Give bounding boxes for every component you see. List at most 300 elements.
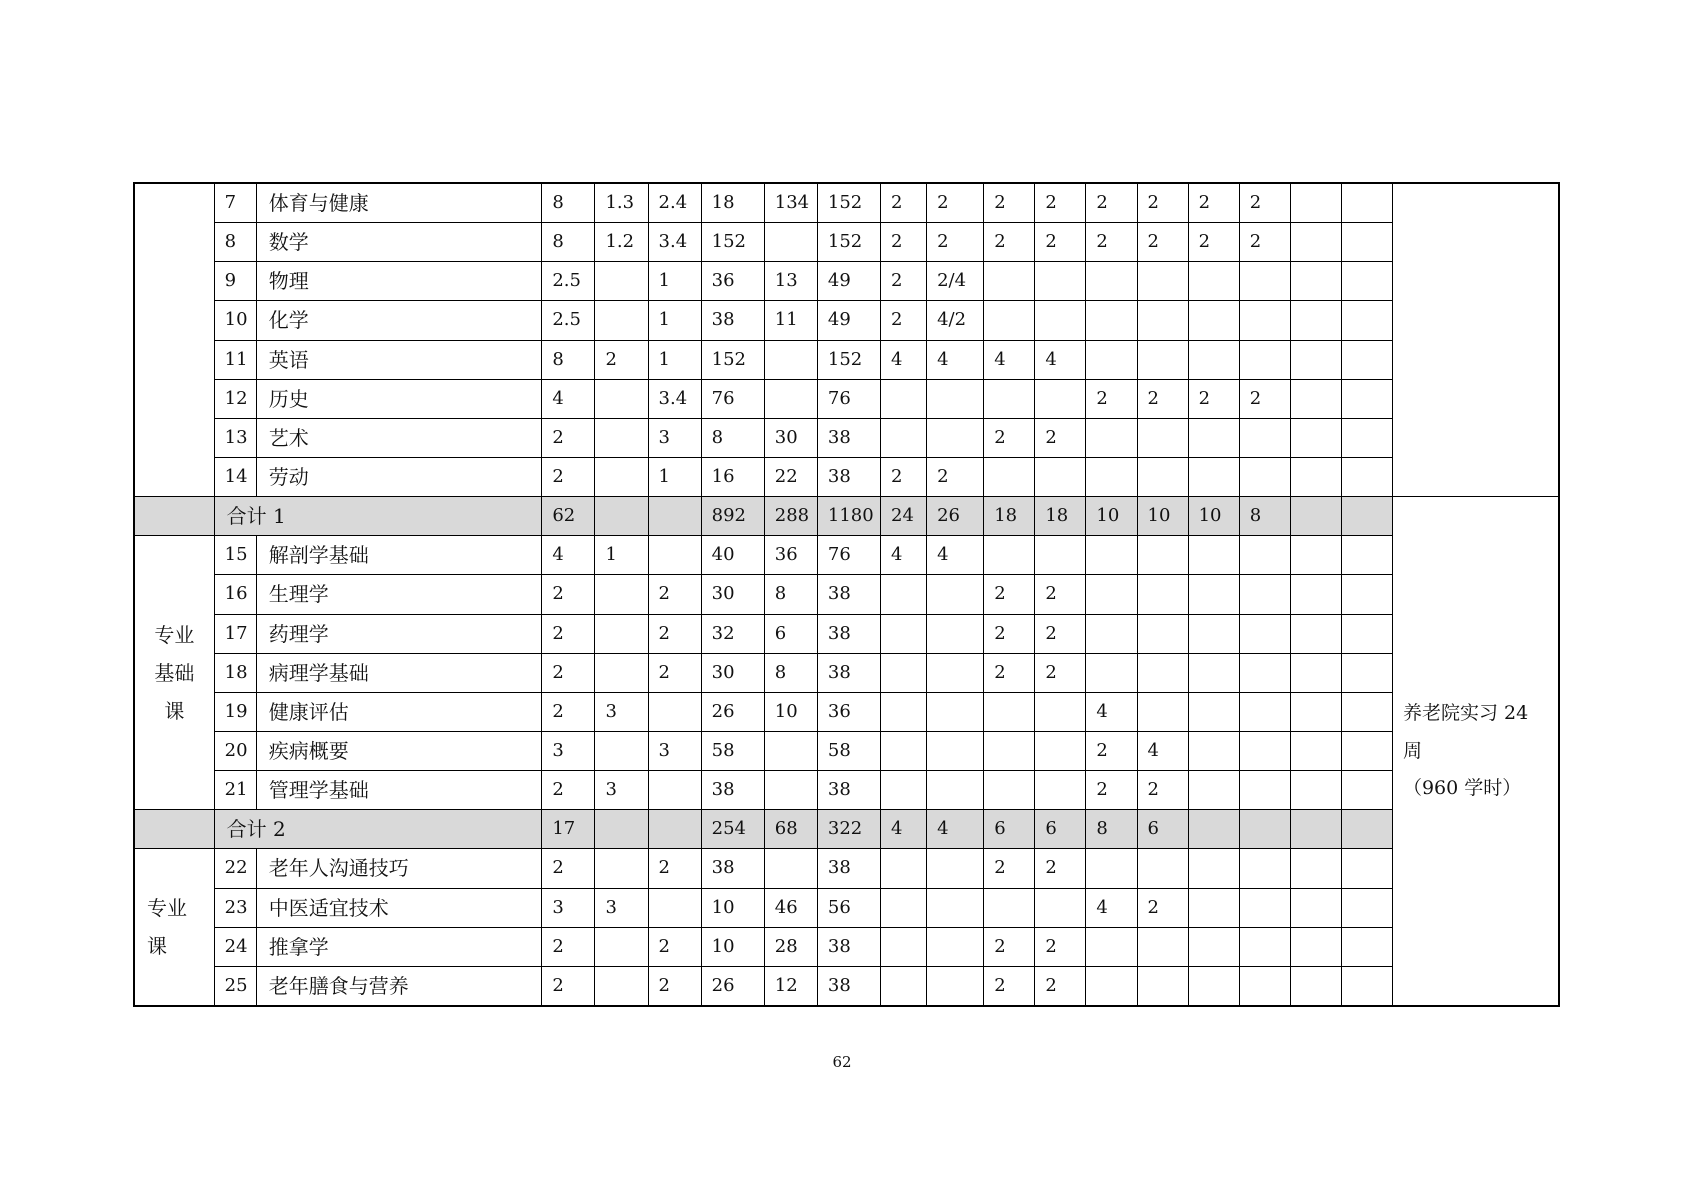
value-cell: 1.2 xyxy=(595,223,648,262)
category-cell-professional-basic xyxy=(134,536,214,810)
value-cell: 1 xyxy=(595,536,648,575)
course-name: 生理学 xyxy=(256,575,542,614)
value-cell: 2 xyxy=(1137,223,1188,262)
value-cell: 10 xyxy=(764,692,817,731)
value-cell xyxy=(1290,927,1341,966)
table-row xyxy=(134,614,1559,653)
value-cell xyxy=(1290,536,1341,575)
course-name: 健康评估 xyxy=(256,692,542,731)
value-cell xyxy=(1086,262,1137,301)
value-cell xyxy=(1341,340,1392,379)
value-cell xyxy=(1290,379,1341,418)
value-cell xyxy=(595,614,648,653)
value-cell xyxy=(881,771,927,810)
value-cell xyxy=(1035,771,1086,810)
value-cell xyxy=(1290,223,1341,262)
value-cell xyxy=(1239,927,1290,966)
value-cell xyxy=(1086,614,1137,653)
value-cell: 26 xyxy=(701,966,764,1006)
value-cell xyxy=(927,418,984,457)
value-cell xyxy=(1341,810,1392,849)
category-label-line: 专业 xyxy=(154,622,195,647)
value-cell: 32 xyxy=(701,614,764,653)
course-name: 病理学基础 xyxy=(256,653,542,692)
value-cell xyxy=(1086,966,1137,1006)
category-label-line: 基础 xyxy=(154,660,195,685)
course-number: 12 xyxy=(214,379,256,418)
value-cell: 3 xyxy=(542,888,595,927)
value-cell: 38 xyxy=(817,771,880,810)
value-cell xyxy=(927,653,984,692)
value-cell: 2 xyxy=(1137,379,1188,418)
value-cell: 3 xyxy=(595,888,648,927)
value-cell: 4 xyxy=(881,810,927,849)
value-cell: 6 xyxy=(1035,810,1086,849)
course-number: 24 xyxy=(214,927,256,966)
course-name: 药理学 xyxy=(256,614,542,653)
value-cell: 26 xyxy=(927,497,984,536)
value-cell xyxy=(1239,301,1290,340)
value-cell xyxy=(927,927,984,966)
value-cell xyxy=(1341,262,1392,301)
value-cell: 2 xyxy=(542,927,595,966)
value-cell xyxy=(595,966,648,1006)
course-number: 16 xyxy=(214,575,256,614)
course-number: 20 xyxy=(214,731,256,770)
subtotal-row xyxy=(134,497,1559,536)
category-label-line: 课 xyxy=(147,934,167,959)
value-cell xyxy=(1086,653,1137,692)
value-cell: 2 xyxy=(648,575,701,614)
value-cell xyxy=(984,262,1035,301)
value-cell xyxy=(1035,536,1086,575)
value-cell: 1.3 xyxy=(595,183,648,223)
value-cell: 2 xyxy=(927,457,984,496)
value-cell: 2 xyxy=(1035,418,1086,457)
value-cell: 2 xyxy=(984,614,1035,653)
value-cell: 152 xyxy=(701,340,764,379)
value-cell xyxy=(1188,888,1239,927)
value-cell xyxy=(1239,457,1290,496)
value-cell: 2 xyxy=(881,223,927,262)
value-cell xyxy=(1290,888,1341,927)
value-cell xyxy=(1086,849,1137,888)
value-cell xyxy=(1290,418,1341,457)
value-cell: 4 xyxy=(927,340,984,379)
value-cell xyxy=(881,575,927,614)
value-cell: 4 xyxy=(1035,340,1086,379)
value-cell xyxy=(1086,536,1137,575)
table-row xyxy=(134,771,1559,810)
value-cell xyxy=(595,301,648,340)
value-cell: 1 xyxy=(648,340,701,379)
value-cell: 8 xyxy=(1086,810,1137,849)
value-cell: 2 xyxy=(542,575,595,614)
value-cell xyxy=(595,849,648,888)
value-cell xyxy=(1341,771,1392,810)
course-number: 10 xyxy=(214,301,256,340)
value-cell: 10 xyxy=(701,888,764,927)
value-cell: 8 xyxy=(1239,497,1290,536)
value-cell xyxy=(1290,771,1341,810)
value-cell: 2 xyxy=(648,966,701,1006)
value-cell: 36 xyxy=(764,536,817,575)
value-cell xyxy=(1239,692,1290,731)
value-cell: 46 xyxy=(764,888,817,927)
value-cell: 11 xyxy=(764,301,817,340)
value-cell: 2 xyxy=(984,575,1035,614)
value-cell xyxy=(1290,301,1341,340)
value-cell xyxy=(648,692,701,731)
value-cell xyxy=(1341,966,1392,1006)
value-cell xyxy=(1341,614,1392,653)
table-row xyxy=(134,927,1559,966)
table-row xyxy=(134,301,1559,340)
value-cell: 2 xyxy=(1035,849,1086,888)
value-cell: 38 xyxy=(817,849,880,888)
value-cell: 38 xyxy=(817,418,880,457)
value-cell: 2 xyxy=(1035,614,1086,653)
value-cell xyxy=(595,653,648,692)
value-cell: 3 xyxy=(648,731,701,770)
value-cell xyxy=(1290,810,1341,849)
value-cell xyxy=(1086,457,1137,496)
value-cell xyxy=(1035,301,1086,340)
value-cell: 6 xyxy=(1137,810,1188,849)
value-cell xyxy=(1239,575,1290,614)
value-cell: 2 xyxy=(1035,653,1086,692)
value-cell: 12 xyxy=(764,966,817,1006)
value-cell: 13 xyxy=(764,262,817,301)
table-row xyxy=(134,653,1559,692)
value-cell: 3 xyxy=(648,418,701,457)
value-cell xyxy=(1341,536,1392,575)
value-cell: 30 xyxy=(701,575,764,614)
course-number: 9 xyxy=(214,262,256,301)
value-cell xyxy=(1239,731,1290,770)
value-cell xyxy=(1290,614,1341,653)
value-cell xyxy=(1290,692,1341,731)
value-cell xyxy=(764,731,817,770)
value-cell xyxy=(1086,575,1137,614)
value-cell: 38 xyxy=(701,849,764,888)
value-cell xyxy=(595,575,648,614)
category-cell-professional xyxy=(134,849,214,1006)
value-cell xyxy=(1035,379,1086,418)
value-cell xyxy=(1341,301,1392,340)
value-cell xyxy=(927,849,984,888)
value-cell xyxy=(927,692,984,731)
value-cell: 8 xyxy=(764,575,817,614)
value-cell xyxy=(1188,262,1239,301)
value-cell: 2 xyxy=(648,927,701,966)
value-cell: 1180 xyxy=(817,497,880,536)
value-cell xyxy=(1188,301,1239,340)
value-cell xyxy=(1086,927,1137,966)
course-name: 历史 xyxy=(256,379,542,418)
value-cell xyxy=(984,536,1035,575)
value-cell xyxy=(595,927,648,966)
value-cell xyxy=(1239,849,1290,888)
value-cell xyxy=(595,810,648,849)
value-cell xyxy=(984,457,1035,496)
value-cell: 4 xyxy=(881,340,927,379)
value-cell: 10 xyxy=(701,927,764,966)
course-name: 中医适宜技术 xyxy=(256,888,542,927)
table-row xyxy=(134,183,1559,223)
value-cell xyxy=(648,888,701,927)
value-cell xyxy=(1239,418,1290,457)
value-cell: 4 xyxy=(542,379,595,418)
value-cell xyxy=(1188,966,1239,1006)
value-cell: 2.5 xyxy=(542,262,595,301)
value-cell xyxy=(984,301,1035,340)
table-row xyxy=(134,536,1559,575)
internship-note-line: （960 学时） xyxy=(1402,776,1522,799)
course-name: 解剖学基础 xyxy=(256,536,542,575)
value-cell: 3.4 xyxy=(648,223,701,262)
value-cell xyxy=(1341,497,1392,536)
value-cell xyxy=(595,457,648,496)
course-number: 25 xyxy=(214,966,256,1006)
category-label-line: 课 xyxy=(164,698,185,723)
value-cell: 2 xyxy=(1188,183,1239,223)
value-cell: 2 xyxy=(1137,771,1188,810)
table-row xyxy=(134,731,1559,770)
value-cell xyxy=(764,340,817,379)
value-cell xyxy=(1341,927,1392,966)
value-cell xyxy=(984,888,1035,927)
value-cell: 254 xyxy=(701,810,764,849)
value-cell: 288 xyxy=(764,497,817,536)
value-cell xyxy=(1239,614,1290,653)
value-cell xyxy=(1239,810,1290,849)
value-cell xyxy=(1035,888,1086,927)
value-cell xyxy=(927,379,984,418)
value-cell: 62 xyxy=(542,497,595,536)
value-cell xyxy=(881,849,927,888)
value-cell: 6 xyxy=(984,810,1035,849)
value-cell: 4 xyxy=(1137,731,1188,770)
value-cell: 10 xyxy=(1137,497,1188,536)
course-name: 老年人沟通技巧 xyxy=(256,849,542,888)
value-cell: 2 xyxy=(1086,771,1137,810)
value-cell xyxy=(595,262,648,301)
value-cell: 8 xyxy=(542,223,595,262)
value-cell xyxy=(595,379,648,418)
value-cell: 40 xyxy=(701,536,764,575)
value-cell: 2 xyxy=(542,966,595,1006)
value-cell: 2 xyxy=(542,457,595,496)
value-cell: 26 xyxy=(701,692,764,731)
value-cell xyxy=(1137,849,1188,888)
value-cell xyxy=(984,379,1035,418)
value-cell: 76 xyxy=(817,379,880,418)
value-cell xyxy=(927,771,984,810)
value-cell xyxy=(764,849,817,888)
value-cell xyxy=(1341,692,1392,731)
value-cell xyxy=(1290,457,1341,496)
value-cell xyxy=(1188,771,1239,810)
value-cell xyxy=(1188,575,1239,614)
value-cell xyxy=(1188,810,1239,849)
value-cell xyxy=(1290,849,1341,888)
value-cell xyxy=(1239,262,1290,301)
value-cell: 2 xyxy=(1188,223,1239,262)
value-cell xyxy=(1137,536,1188,575)
category-cell-general xyxy=(134,183,214,497)
value-cell: 2 xyxy=(1035,575,1086,614)
value-cell: 18 xyxy=(984,497,1035,536)
value-cell: 2 xyxy=(542,614,595,653)
value-cell xyxy=(1188,692,1239,731)
value-cell xyxy=(881,379,927,418)
value-cell xyxy=(1035,262,1086,301)
value-cell xyxy=(1035,457,1086,496)
value-cell xyxy=(1188,340,1239,379)
value-cell: 2 xyxy=(542,771,595,810)
value-cell: 8 xyxy=(701,418,764,457)
value-cell xyxy=(1341,888,1392,927)
value-cell: 2 xyxy=(1035,183,1086,223)
value-cell: 8 xyxy=(542,340,595,379)
value-cell: 2 xyxy=(1137,183,1188,223)
value-cell xyxy=(1137,418,1188,457)
value-cell xyxy=(927,614,984,653)
value-cell xyxy=(764,223,817,262)
course-name: 化学 xyxy=(256,301,542,340)
value-cell: 2 xyxy=(1035,927,1086,966)
course-number: 13 xyxy=(214,418,256,457)
value-cell: 2 xyxy=(881,457,927,496)
value-cell xyxy=(648,497,701,536)
internship-note xyxy=(1392,497,1559,1006)
table-row xyxy=(134,262,1559,301)
table-row xyxy=(134,888,1559,927)
value-cell xyxy=(881,418,927,457)
value-cell xyxy=(1137,262,1188,301)
table-row xyxy=(134,223,1559,262)
value-cell xyxy=(881,927,927,966)
course-number: 17 xyxy=(214,614,256,653)
value-cell xyxy=(595,731,648,770)
value-cell: 2 xyxy=(1239,379,1290,418)
value-cell xyxy=(1341,731,1392,770)
value-cell: 4 xyxy=(1086,692,1137,731)
course-number: 7 xyxy=(214,183,256,223)
course-number: 22 xyxy=(214,849,256,888)
value-cell: 2 xyxy=(1137,888,1188,927)
course-name: 体育与健康 xyxy=(256,183,542,223)
value-cell: 8 xyxy=(764,653,817,692)
course-number: 8 xyxy=(214,223,256,262)
value-cell: 2 xyxy=(881,262,927,301)
value-cell: 10 xyxy=(1086,497,1137,536)
value-cell: 4 xyxy=(927,810,984,849)
value-cell xyxy=(1188,653,1239,692)
value-cell: 18 xyxy=(701,183,764,223)
value-cell xyxy=(881,888,927,927)
value-cell xyxy=(1137,575,1188,614)
value-cell xyxy=(1137,340,1188,379)
table-row xyxy=(134,849,1559,888)
value-cell xyxy=(984,731,1035,770)
value-cell: 152 xyxy=(701,223,764,262)
value-cell xyxy=(1290,497,1341,536)
value-cell xyxy=(1239,653,1290,692)
value-cell: 3 xyxy=(595,771,648,810)
table-row xyxy=(134,575,1559,614)
value-cell xyxy=(1341,418,1392,457)
value-cell xyxy=(1188,457,1239,496)
subtotal-blank-cell xyxy=(134,497,214,536)
value-cell: 4 xyxy=(1086,888,1137,927)
value-cell xyxy=(1290,183,1341,223)
value-cell: 4 xyxy=(542,536,595,575)
value-cell: 2.5 xyxy=(542,301,595,340)
course-number: 23 xyxy=(214,888,256,927)
value-cell: 322 xyxy=(817,810,880,849)
value-cell: 2 xyxy=(984,653,1035,692)
value-cell xyxy=(1290,966,1341,1006)
value-cell: 6 xyxy=(764,614,817,653)
course-name: 老年膳食与营养 xyxy=(256,966,542,1006)
value-cell xyxy=(1239,771,1290,810)
value-cell: 2 xyxy=(927,183,984,223)
value-cell: 56 xyxy=(817,888,880,927)
value-cell: 1 xyxy=(648,457,701,496)
value-cell: 152 xyxy=(817,183,880,223)
course-number: 21 xyxy=(214,771,256,810)
value-cell: 2 xyxy=(984,183,1035,223)
value-cell: 3 xyxy=(542,731,595,770)
value-cell xyxy=(984,771,1035,810)
value-cell: 2 xyxy=(542,418,595,457)
value-cell: 2 xyxy=(984,418,1035,457)
value-cell xyxy=(1035,692,1086,731)
value-cell: 2 xyxy=(1035,966,1086,1006)
course-number: 15 xyxy=(214,536,256,575)
value-cell: 2 xyxy=(984,966,1035,1006)
value-cell: 2 xyxy=(542,692,595,731)
value-cell xyxy=(1137,614,1188,653)
value-cell xyxy=(927,888,984,927)
value-cell xyxy=(1086,418,1137,457)
value-cell xyxy=(881,692,927,731)
value-cell: 38 xyxy=(817,614,880,653)
value-cell: 2/4 xyxy=(927,262,984,301)
value-cell: 2 xyxy=(881,183,927,223)
table-row xyxy=(134,457,1559,496)
value-cell: 2 xyxy=(648,849,701,888)
value-cell xyxy=(984,692,1035,731)
value-cell: 2 xyxy=(984,223,1035,262)
course-name: 数学 xyxy=(256,223,542,262)
value-cell: 2 xyxy=(1239,223,1290,262)
value-cell xyxy=(1341,379,1392,418)
value-cell: 2 xyxy=(1188,379,1239,418)
course-name: 管理学基础 xyxy=(256,771,542,810)
value-cell: 18 xyxy=(1035,497,1086,536)
value-cell xyxy=(927,966,984,1006)
subtotal-blank-cell xyxy=(134,810,214,849)
value-cell: 152 xyxy=(817,340,880,379)
table-row xyxy=(134,379,1559,418)
value-cell: 3 xyxy=(595,692,648,731)
value-cell xyxy=(648,810,701,849)
value-cell xyxy=(648,536,701,575)
value-cell: 16 xyxy=(701,457,764,496)
